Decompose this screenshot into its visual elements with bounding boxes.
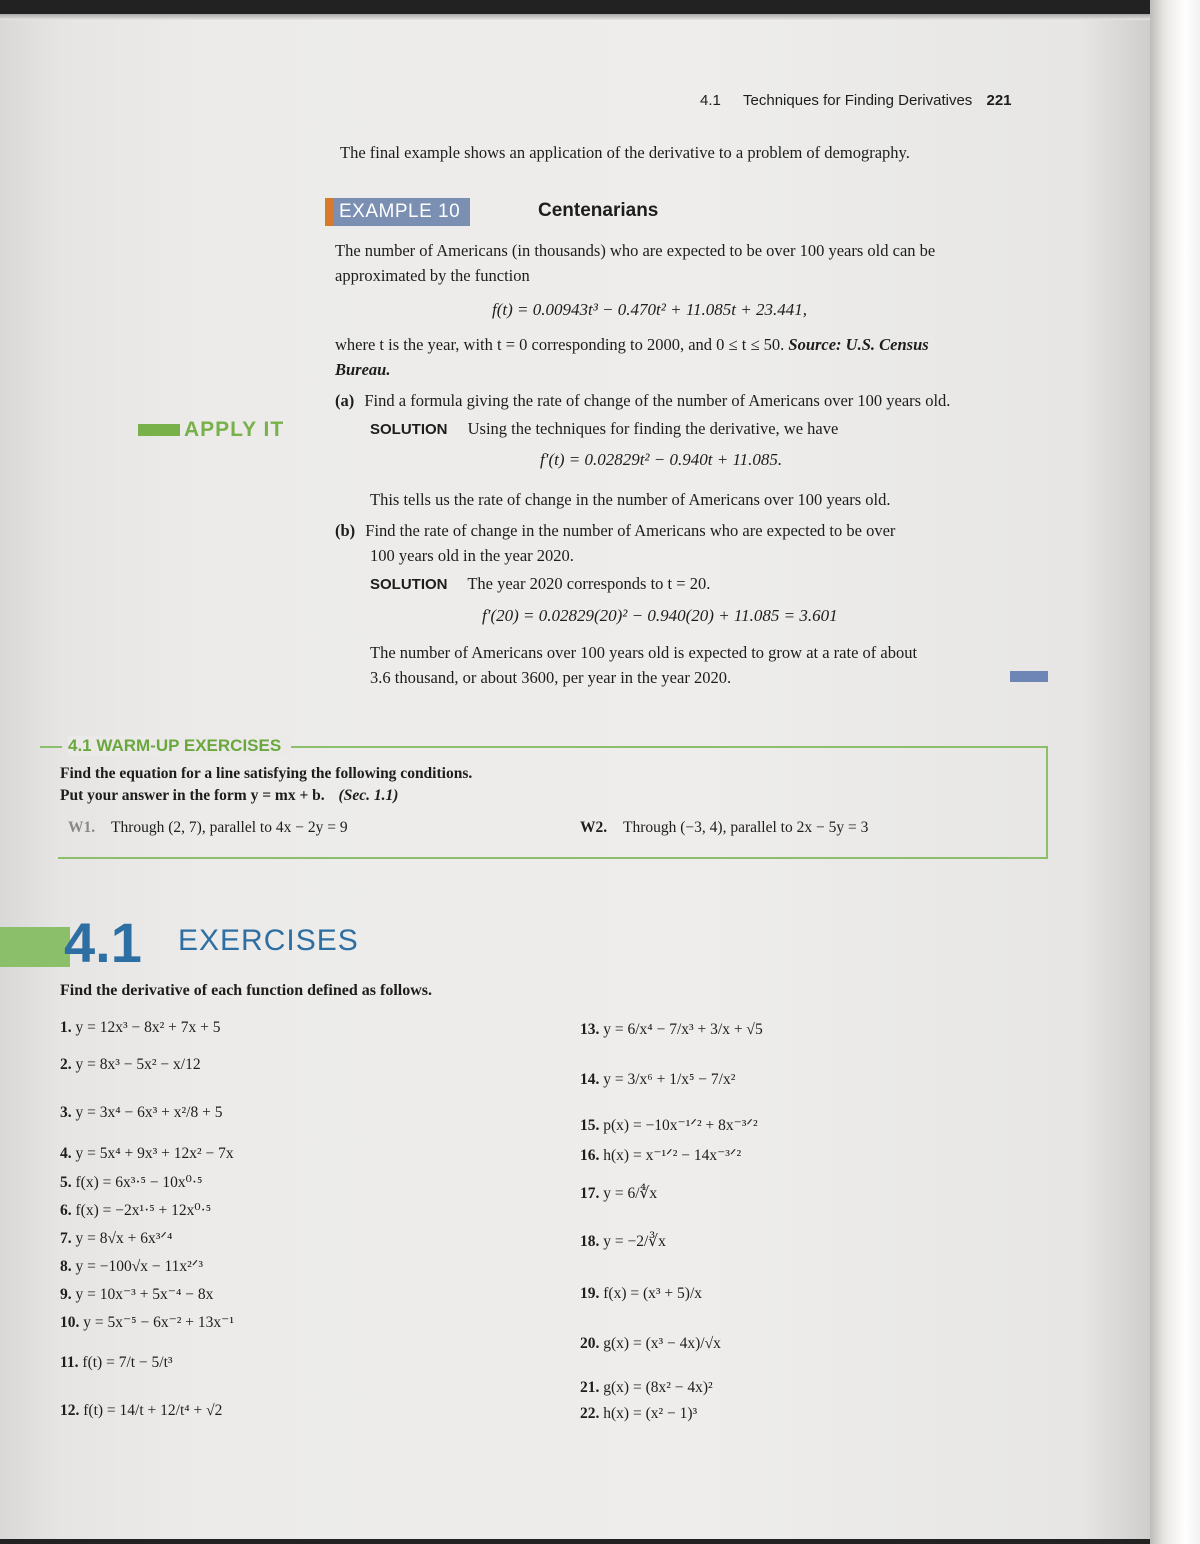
apply-it-marker [138,418,284,442]
exercise-item [60,1313,520,1345]
exercise-number: 2. [60,1056,72,1073]
tells-text: This tells us the rate of change in the number of Americans over 100 years old. [370,490,891,509]
exercise-item [580,1138,1050,1170]
exercise-function: y = −100√x − 11x²ᐟ³ [75,1258,204,1275]
solution-b-text: The year 2020 corresponds to t = 20. [467,574,711,593]
part-b-question-2: 100 years old in the year 2020. [370,546,574,565]
exercise-function: f(x) = 6x³·⁵ − 10x⁰·⁵ [75,1174,203,1191]
w2-label: W2. [580,819,608,836]
exercise-function: f(t) = 14/t + 12/t⁴ + √2 [83,1402,223,1419]
warmup-rule-right [1046,746,1048,859]
exercise-item [60,1201,520,1229]
exercise-function: y = −2/∛x [603,1233,666,1250]
running-header [700,92,1012,109]
exercise-item [60,1145,520,1173]
exercise-function: y = 10x⁻³ + 5x⁻⁴ − 8x [75,1286,214,1303]
exercise-item [580,1062,1050,1108]
page-top-shadow [0,14,1150,20]
warmup-form: Put your answer in the form y = mx + b. [60,787,325,804]
exercise-function: g(x) = (x³ − 4x)/√x [603,1335,721,1352]
exercise-item [60,1019,520,1047]
where-clause: where t is the year, with t = 0 corresponding to 2000, and 0 ≤ t ≤ 50. [335,335,785,354]
exercise-number: 13. [580,1021,600,1038]
exercise-function: y = 5x⁻⁵ − 6x⁻² + 13x⁻¹ [83,1314,234,1331]
solution-a-text: Using the techniques for finding the derivative, we have [467,419,839,438]
warmup-w2 [580,819,868,837]
warmup-rule-bottom [58,857,1048,859]
warmup-rule-top [245,746,1048,748]
exercise-function: y = 3x⁴ − 6x³ + x²/8 + 5 [75,1104,223,1121]
exercise-item [580,1374,1050,1400]
exercise-number: 14. [580,1071,600,1088]
exercise-item [60,1095,520,1145]
source-text: Source: U.S. Census [788,335,929,354]
calculation-formula: f′(20) = 0.02829(20)² − 0.940(20) + 11.085 = 3.601 [482,606,838,625]
conclusion-2: 3.6 thousand, or about 3600, per year in the year 2020. [370,668,732,687]
population-formula: f(t) = 0.00943t³ − 0.470t² + 11.085t + 23.441, [492,300,808,319]
exercise-number: 6. [60,1202,72,1219]
where-text [335,332,929,357]
warmup-title: 4.1 WARM-UP EXERCISES [68,736,291,756]
part-a-label: (a) [335,391,355,410]
exercise-number: 4. [60,1145,72,1162]
exercise-list-left [60,1019,520,1433]
exercise-number: 10. [60,1314,80,1331]
exercise-function: y = 6/x⁴ − 7/x³ + 3/x + √5 [603,1021,763,1038]
exercise-item [60,1345,520,1393]
apply-it-bar [138,424,180,436]
exercise-number: 18. [580,1233,600,1250]
w2-text: Through (−3, 4), parallel to 2x − 5y = 3 [623,819,869,836]
warmup-instruction-1: Find the equation for a line satisfying the following conditions. [60,765,473,782]
exercise-number: 12. [60,1402,80,1419]
exercise-number: 20. [580,1335,600,1352]
exercise-item [60,1229,520,1257]
solution-label-a: SOLUTION [370,421,448,438]
warmup-section-ref: (Sec. 1.1) [338,787,399,804]
example-text-2: approximated by the function [335,266,530,285]
book-spine [1150,0,1200,1544]
textbook-page [0,14,1150,1539]
part-b-label: (b) [335,521,356,540]
exercise-item [60,1047,520,1095]
solution-b [370,571,710,597]
exercise-function: f(t) = 7/t − 5/t³ [82,1354,173,1371]
exercise-number: 7. [60,1230,72,1247]
source-text-2: Bureau. [335,360,391,379]
w1-label: W1. [68,819,96,836]
example-badge: EXAMPLE 10 [325,198,470,226]
exercise-number: 21. [580,1379,600,1396]
derivative-formula: f′(t) = 0.02829t² − 0.940t + 11.085. [540,450,783,469]
exercise-item [60,1285,520,1313]
example-title: Centenarians [538,200,659,221]
solution-a [370,416,838,442]
warmup-w1 [68,819,348,837]
exercise-number: 1. [60,1019,72,1036]
exercise-number: 22. [580,1405,600,1422]
exercise-number: 5. [60,1174,72,1191]
exercise-function: y = 8x³ − 5x² − x/12 [75,1056,201,1073]
exercise-item [580,1220,1050,1272]
exercise-item [580,1400,1050,1426]
exercise-function: y = 12x³ − 8x² + 7x + 5 [75,1019,221,1036]
part-a-question: Find a formula giving the rate of change of the number of Americans over 100 years old. [364,391,951,410]
exercise-item [580,1108,1050,1138]
exercise-item [60,1393,520,1433]
exercises-number-text: 4.1 [64,911,142,974]
exercise-function: y = 3/x⁶ + 1/x⁵ − 7/x² [603,1071,736,1088]
exercises-instruction: Find the derivative of each function defined as follows. [60,982,432,999]
exercises-number [0,910,142,975]
part-b-question-1: Find the rate of change in the number of Americans who are expected to be over [365,521,896,540]
exercise-function: f(x) = −2x¹·⁵ + 12x⁰·⁵ [75,1202,212,1219]
part-b [335,518,1050,543]
exercise-function: f(x) = (x³ + 5)/x [603,1285,702,1302]
exercise-number: 3. [60,1104,72,1121]
exercise-list-right [580,1014,1050,1426]
exercise-number: 9. [60,1286,72,1303]
exercises-green-tab [0,927,70,967]
exercise-function: p(x) = −10x⁻¹ᐟ² + 8x⁻³ᐟ² [603,1117,758,1134]
apply-it-label: APPLY IT [184,418,285,441]
exercise-function: h(x) = x⁻¹ᐟ² − 14x⁻³ᐟ² [603,1147,742,1164]
warmup-rule-left [40,746,62,748]
exercise-item [580,1014,1050,1062]
exercise-number: 8. [60,1258,72,1275]
exercise-function: y = 8√x + 6x³ᐟ⁴ [75,1230,173,1247]
w1-text: Through (2, 7), parallel to 4x − 2y = 9 [111,819,348,836]
conclusion-1: The number of Americans over 100 years old is expected to grow at a rate of about [370,643,918,662]
exercise-function: h(x) = (x² − 1)³ [603,1405,698,1422]
exercise-item [60,1173,520,1201]
exercise-number: 19. [580,1285,600,1302]
warmup-instruction-2 [60,787,398,805]
page-number: 221 [986,92,1012,109]
exercise-number: 11. [60,1354,79,1371]
part-a [335,388,950,413]
exercise-item [580,1322,1050,1374]
exercise-item [580,1272,1050,1322]
exercise-function: y = 5x⁴ + 9x³ + 12x² − 7x [75,1145,234,1162]
exercises-title: EXERCISES [178,924,359,957]
exercise-function: y = 6/∜x [603,1185,658,1202]
example-text-1: The number of Americans (in thousands) who are expected to be over 100 years old can be [335,241,936,260]
exercise-number: 17. [580,1185,600,1202]
header-title: Techniques for Finding Derivatives [743,92,973,109]
exercise-function: g(x) = (8x² − 4x)² [603,1379,713,1396]
example-end-marker [1010,671,1048,682]
exercise-item [60,1257,520,1285]
exercise-number: 15. [580,1117,600,1134]
intro-text: The final example shows an application of the derivative to a problem of demography. [340,143,910,162]
exercise-item [580,1170,1050,1220]
header-section: 4.1 [700,92,721,109]
exercise-number: 16. [580,1147,600,1164]
solution-label-b: SOLUTION [370,576,448,593]
